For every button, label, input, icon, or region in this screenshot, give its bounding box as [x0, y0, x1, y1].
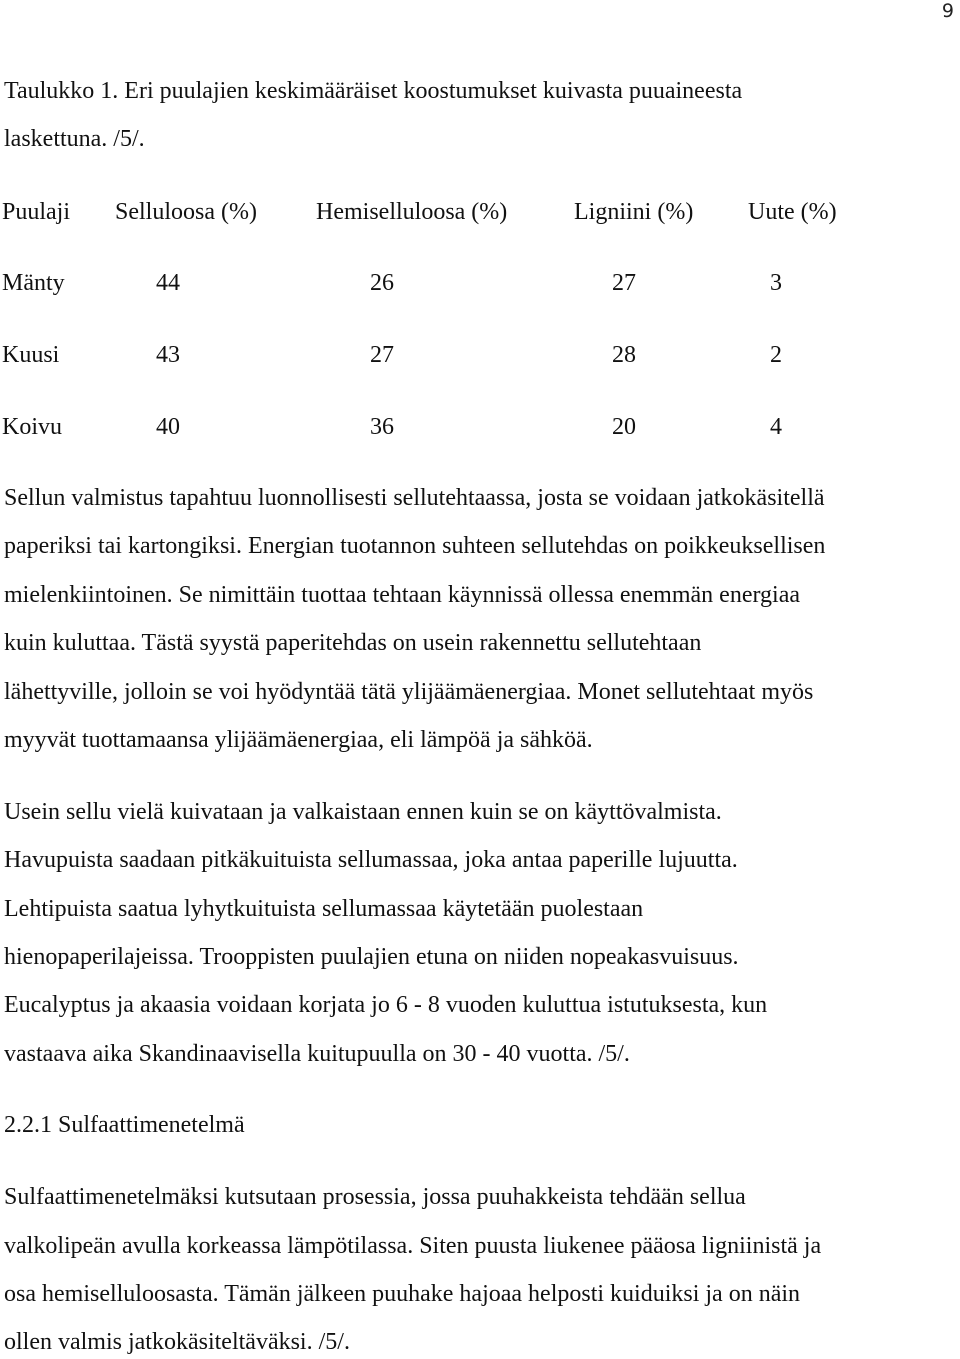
header-puulaji: Puulaji	[2, 199, 71, 225]
table-cell: 4	[770, 414, 782, 440]
text-line: osa hemiselluloosasta. Tämän jälkeen puuhake hajoaa helposti kuiduiksi ja on näin	[4, 1281, 801, 1307]
table-cell: 27	[612, 270, 636, 296]
table-cell: 44	[156, 270, 180, 296]
header-ligniini: Ligniini (%)	[574, 199, 694, 225]
text-line: vastaava aika Skandinaavisella kuitupuulla on 30 - 40 vuotta. /5/.	[4, 1041, 630, 1067]
header-uute: Uute (%)	[748, 199, 837, 225]
table-cell: 40	[156, 414, 180, 440]
header-selluloosa: Selluloosa (%)	[115, 199, 257, 225]
text-line: valkolipeän avulla korkeassa lämpötilassa. Siten puusta liukenee pääosa ligniinistä ja	[4, 1233, 822, 1259]
text-line: Eucalyptus ja akaasia voidaan korjata jo 6 - 8 vuoden kuluttua istutuksesta, kun	[4, 992, 768, 1018]
section-heading: 2.2.1 Sulfaattimenetelmä	[4, 1112, 245, 1138]
caption-line: Taulukko 1. Eri puulajien keskimääräiset koostumukset kuivasta puuaineesta	[4, 78, 743, 104]
text-line: hienopaperilajeissa. Trooppisten puulajien etuna on niiden nopeakasvuisuus.	[4, 944, 739, 970]
text-line: mielenkiintoinen. Se nimittäin tuottaa tehtaan käynnissä ollessa enemmän energiaa	[4, 582, 800, 608]
table-cell: 3	[770, 270, 782, 296]
table-cell: 2	[770, 342, 782, 368]
text-line: Havupuista saadaan pitkäkuituista sellumassaa, joka antaa paperille lujuutta.	[4, 847, 738, 873]
header-hemiselluloosa: Hemiselluloosa (%)	[316, 199, 508, 225]
text-line: Usein sellu vielä kuivataan ja valkaistaan ennen kuin se on käyttövalmista.	[4, 799, 722, 825]
text-line: paperiksi tai kartongiksi. Energian tuotannon suhteen sellutehdas on poikkeuksellisen	[4, 533, 826, 559]
text-line: Sellun valmistus tapahtuu luonnollisesti sellutehtaassa, josta se voidaan jatkokäsitellä	[4, 485, 825, 511]
table-cell: 27	[370, 342, 394, 368]
text-line: myyvät tuottamaansa ylijäämäenergiaa, eli lämpöä ja sähköä.	[4, 727, 593, 753]
table-cell: 28	[612, 342, 636, 368]
table-cell: 36	[370, 414, 394, 440]
text-line: kuin kuluttaa. Tästä syystä paperitehdas on usein rakennettu sellutehtaan	[4, 630, 702, 656]
text-line: ollen valmis jatkokäsiteltäväksi. /5/.	[4, 1329, 350, 1355]
table-cell: 43	[156, 342, 180, 368]
table-cell-puulaji: Koivu	[2, 414, 62, 440]
table-cell: 26	[370, 270, 394, 296]
table-cell-puulaji: Kuusi	[2, 342, 60, 368]
text-line: Sulfaattimenetelmäksi kutsutaan prosessia, jossa puuhakkeista tehdään sellua	[4, 1184, 746, 1210]
caption-line: laskettuna. /5/.	[4, 126, 145, 152]
table-cell: 20	[612, 414, 636, 440]
page-number: 9	[941, 0, 954, 22]
text-line: Lehtipuista saatua lyhytkuituista sellumassaa käytetään puolestaan	[4, 896, 644, 922]
table-cell-puulaji: Mänty	[2, 270, 65, 296]
text-line: lähettyville, jolloin se voi hyödyntää tätä ylijäämäenergiaa. Monet sellutehtaat myös	[4, 679, 814, 705]
